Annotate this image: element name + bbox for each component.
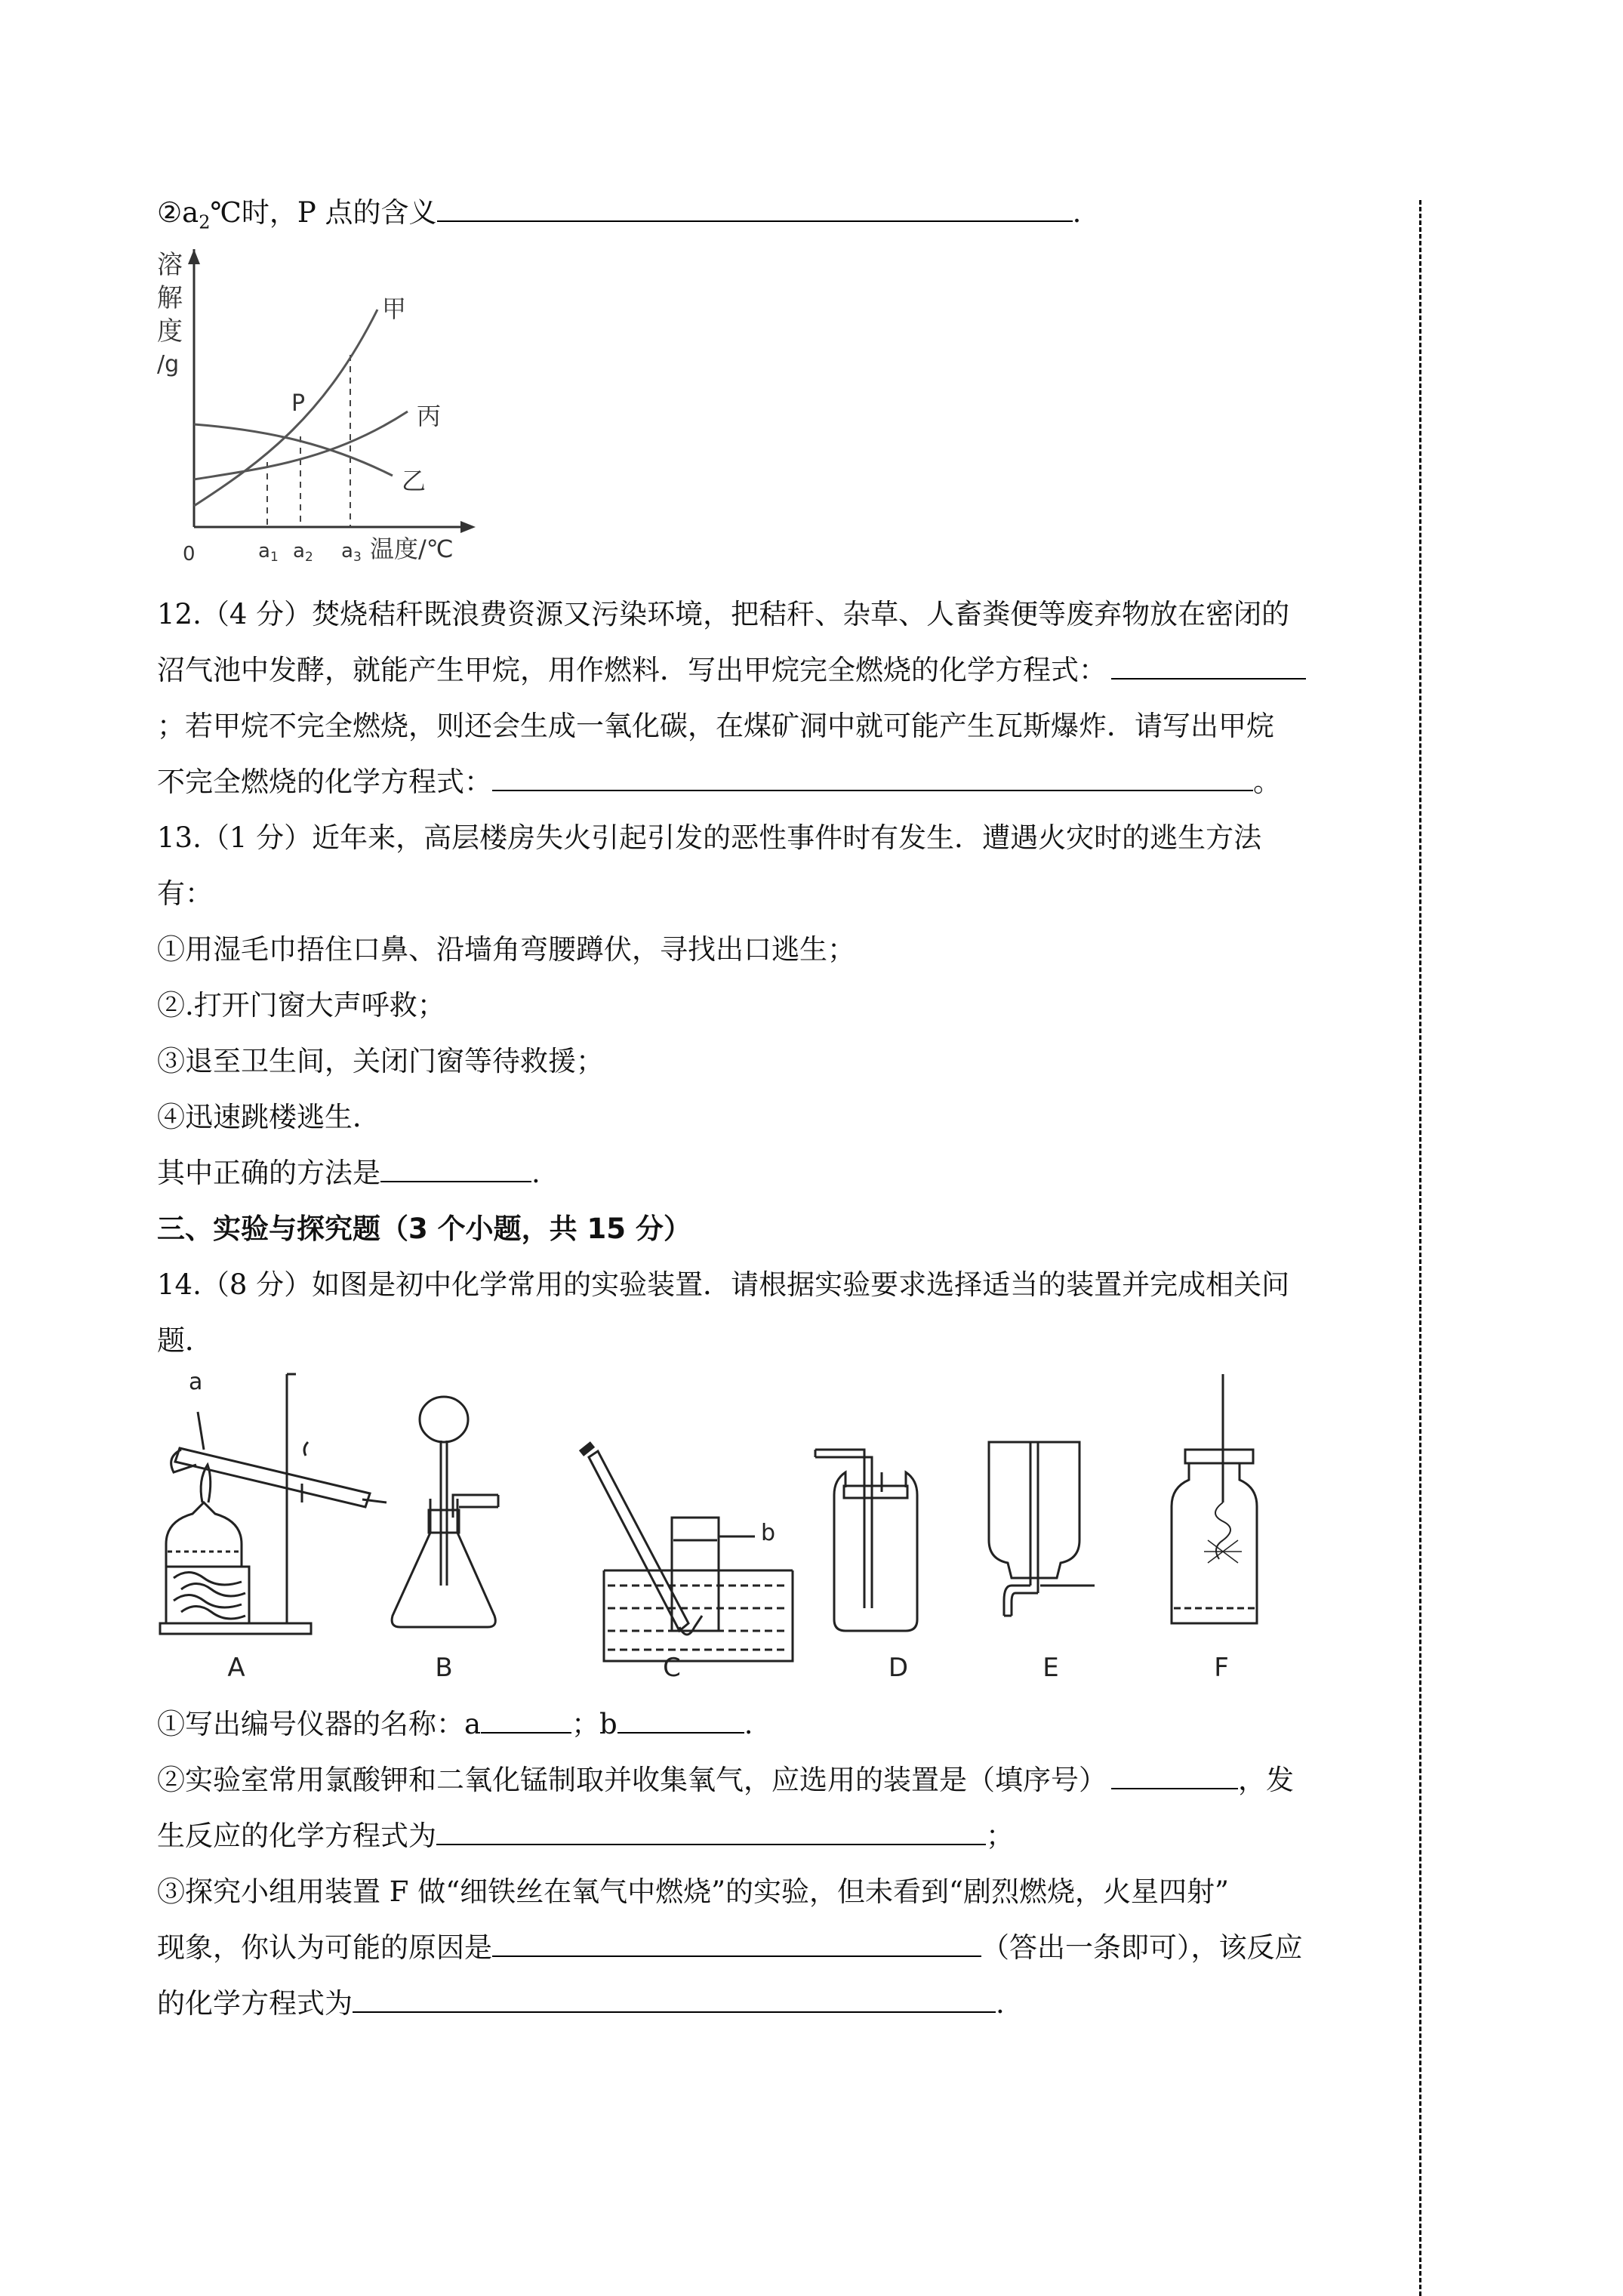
q12-line2-text: 沼气池中发酵，就能产生甲烷，用作燃料．写出甲烷完全燃烧的化学方程式：	[157, 654, 1107, 686]
q13-line1: 13.（1 分）近年来，高层楼房失火引起引发的恶性事件时有发生．遭遇火灾时的逃生方法	[157, 821, 1262, 854]
label-b: b	[761, 1520, 776, 1546]
q14-part2-line2-end: ；	[986, 1820, 1014, 1852]
q12-line1: 12.（4 分）焚烧秸秆既浪费资源又污染环境，把秸秆、杂草、人畜粪便等废弃物放在密闭的	[157, 598, 1290, 630]
q13-option-3: ③退至卫生间，关闭门窗等待救援；	[157, 1045, 604, 1077]
answer-blank[interactable]	[353, 1984, 996, 2013]
y-unit: /g	[157, 351, 180, 378]
q11-end-mark: .	[1072, 196, 1082, 229]
point-p-label: P	[291, 390, 306, 417]
q13-answer	[157, 1154, 540, 1193]
q14-part1-mid: ；b	[571, 1708, 617, 1740]
y-label-char-2: 解	[157, 283, 183, 313]
apparatus-label-a: A	[227, 1653, 245, 1683]
tick-a2: a2	[293, 540, 313, 565]
solubility-graph	[151, 249, 498, 574]
curve-jia	[194, 310, 377, 506]
q14-part3-line3-end: .	[996, 1987, 1005, 2020]
q13-option-4: ④迅速跳楼逃生．	[157, 1101, 380, 1133]
q14-part2-text: ②实验室常用氯酸钾和二氧化锰制取并收集氧气，应选用的装置是（填序号）	[157, 1764, 1107, 1796]
y-axis-arrow	[188, 249, 200, 264]
q13-line2: 有：	[157, 877, 213, 910]
q11-part2-sub: 2	[199, 211, 211, 233]
q12-line4-text: 不完全燃烧的化学方程式：	[157, 766, 492, 798]
curve-yi	[194, 424, 393, 476]
q14-part3-line2-end: （答出一条即可），该反应	[981, 1931, 1303, 1964]
answer-blank[interactable]	[1111, 651, 1306, 680]
answer-blank[interactable]	[617, 1705, 744, 1734]
apparatus-label-b: B	[435, 1653, 453, 1683]
apparatus-label-c: C	[663, 1653, 681, 1683]
apparatus-e	[989, 1442, 1095, 1616]
apparatus-f	[1172, 1374, 1257, 1623]
apparatus-d	[815, 1450, 917, 1631]
q14-part2-line2	[157, 1817, 1014, 1856]
answer-blank[interactable]	[380, 1154, 531, 1182]
q14-part3-line1: ③探究小组用装置 F 做“细铁丝在氧气中燃烧”的实验，但未看到“剧烈燃烧，火星四射”	[157, 1875, 1229, 1908]
q13-option-2: ②.打开门窗大声呼救；	[157, 989, 445, 1022]
q13-answer-end: .	[531, 1157, 540, 1189]
origin-label: 0	[183, 543, 196, 566]
q14-part2-line2-text: 生反应的化学方程式为	[157, 1820, 436, 1852]
apparatus-label-e: E	[1042, 1653, 1059, 1683]
q12-line3: ；若甲烷不完全燃烧，则还会生成一氧化碳，在煤矿洞中就可能产生瓦斯爆炸．请写出甲烷	[157, 710, 1274, 742]
q12-line2	[157, 651, 1306, 690]
curve-jia-label: 甲	[382, 294, 407, 323]
q11-part2-prefix: ②a	[157, 196, 199, 229]
apparatus-figure	[151, 1359, 1298, 1691]
q13-option-1: ①用湿毛巾捂住口鼻、沿墙角弯腰蹲伏，寻找出口逃生；	[157, 933, 855, 966]
q14-part3-line2	[157, 1928, 1303, 1968]
q11-part2-text: ℃时，P 点的含义	[210, 196, 437, 229]
y-label-char-3: 度	[157, 316, 183, 347]
q14-part2-line1	[157, 1761, 1294, 1800]
q14-part2-end: ，发	[1238, 1764, 1294, 1796]
q14-line1: 14.（8 分）如图是初中化学常用的实验装置．请根据实验要求选择适当的装置并完成相关问	[157, 1268, 1290, 1301]
apparatus-b	[392, 1397, 498, 1627]
q14-part1-end: .	[744, 1708, 753, 1740]
tick-a3: a3	[341, 540, 362, 565]
answer-blank[interactable]	[437, 193, 1073, 222]
tick-a1: a1	[258, 540, 279, 565]
apparatus-a	[160, 1374, 387, 1634]
label-a: a	[189, 1369, 203, 1395]
q14-part3-line2-text: 现象，你认为可能的原因是	[157, 1931, 492, 1964]
answer-blank[interactable]	[481, 1705, 571, 1734]
section-3-title: 三、实验与探究题（3 个小题，共 15 分）	[157, 1213, 691, 1245]
answer-blank[interactable]	[1111, 1761, 1238, 1789]
x-axis-label: 温度/℃	[370, 535, 454, 563]
answer-blank[interactable]	[436, 1817, 986, 1845]
cut-line	[1419, 200, 1421, 2296]
q14-part1	[157, 1705, 753, 1744]
answer-blank[interactable]	[492, 1928, 981, 1957]
y-label-char-1: 溶	[157, 250, 183, 280]
q14-part1-text: ①写出编号仪器的名称：a	[157, 1708, 482, 1740]
curve-yi-label: 乙	[402, 467, 427, 495]
q13-answer-text: 其中正确的方法是	[157, 1157, 380, 1189]
q14-line2: 题．	[157, 1324, 213, 1357]
q14-part3-line3-text: 的化学方程式为	[157, 1987, 353, 2020]
q14-part3-line3	[157, 1984, 1005, 2023]
x-axis-arrow	[460, 521, 476, 533]
apparatus-c	[581, 1444, 793, 1661]
answer-blank[interactable]	[492, 763, 1253, 791]
q11-part2	[157, 193, 1081, 242]
apparatus-label-d: D	[888, 1653, 909, 1683]
q12-line4	[157, 763, 1281, 802]
q12-line4-end: 。	[1253, 766, 1281, 798]
curve-bing-label: 丙	[417, 402, 442, 430]
apparatus-label-f: F	[1214, 1653, 1229, 1683]
